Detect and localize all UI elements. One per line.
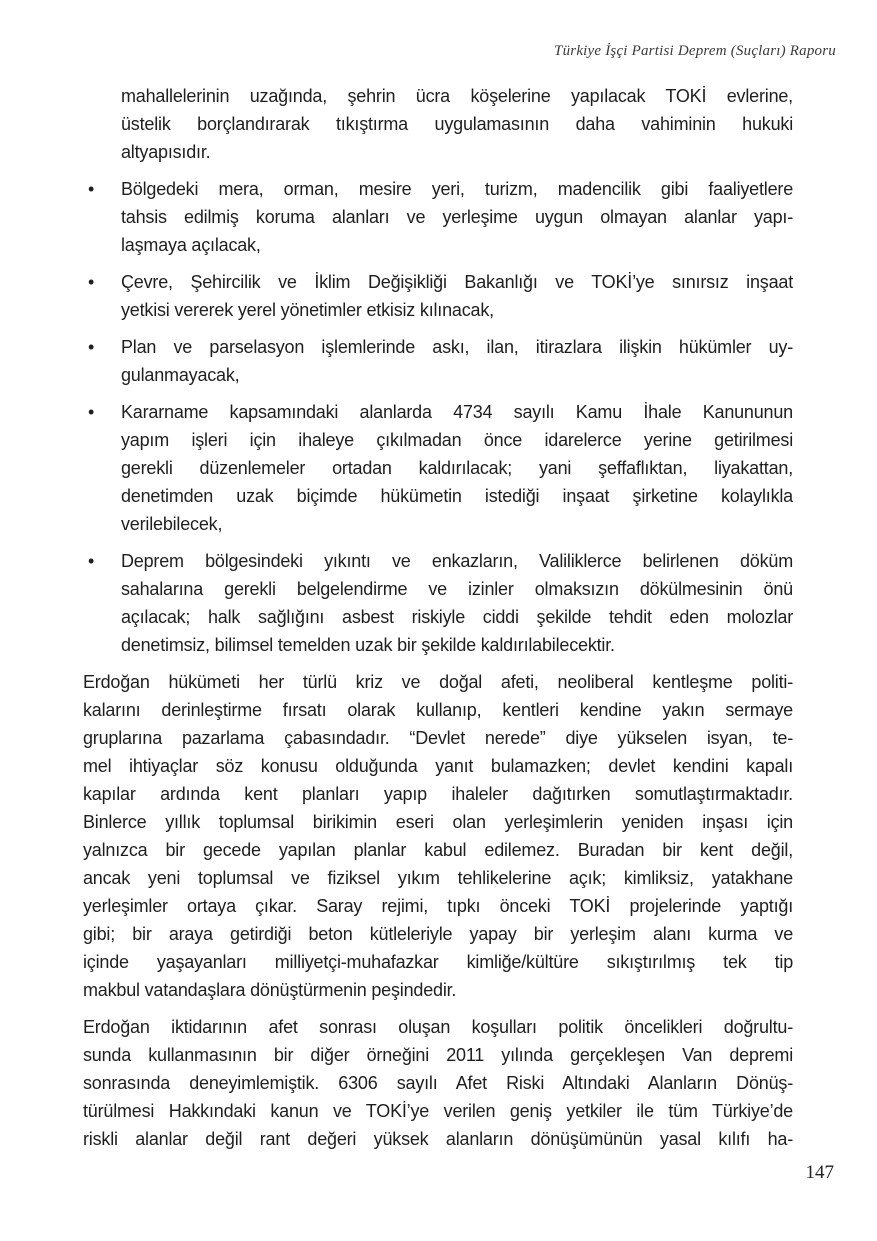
text-line: sahalarına gerekli belgelendirme ve izinler olmaksızın dökülmesinin önü: [121, 579, 793, 599]
text-line: açılacak; halk sağlığını asbest riskiyle ciddi şekilde tehdit eden molozlar: [121, 607, 793, 627]
text-line: laşmaya açılacak,: [121, 235, 261, 255]
text-line: kalarını derinleştirme fırsatı olarak kullanıp, kentleri kendine yakın sermaye: [83, 700, 793, 720]
paragraph: [83, 1013, 793, 1153]
text-line: türülmesi Hakkındaki kanun ve TOKİ’ye verilen geniş yetkiler ile tüm Türkiye’de: [83, 1101, 793, 1121]
text-line: mel ihtiyaçlar söz konusu olduğunda yanıt bulamazken; devlet kendini kapalı: [83, 756, 793, 776]
text-line: yalnızca bir gecede yapılan planlar kabul edilemez. Buradan bir kent değil,: [83, 840, 793, 860]
text-line: Binlerce yıllık toplumsal birikimin eseri olan yerleşimlerin yeniden inşası için: [83, 812, 793, 832]
text-line: kapılar ardında kent planları yapıp ihaleler dağıtırken somutlaştırmaktadır.: [83, 784, 793, 804]
text-line: gibi; bir araya getirdiği beton kütleleriyle yapay bir yerleşim alanı kurma ve: [83, 924, 793, 944]
text-line: makbul vatandaşlara dönüştürmenin peşindedir.: [83, 980, 457, 1000]
document-content: [83, 82, 793, 1162]
text-line: denetimden uzak biçimde hükümetin istediği inşaat şirketine kolaylıkla: [121, 486, 793, 506]
paragraph: [83, 82, 793, 166]
bullet-marker: •: [88, 402, 95, 422]
text-line: Erdoğan hükümeti her türlü kriz ve doğal afeti, neoliberal kentleşme politi-: [83, 672, 793, 692]
running-header: Türkiye İşçi Partisi Deprem (Suçları) Raporu: [554, 43, 836, 59]
text-line: sunda kullanmasının bir diğer örneğini 2011 yılında gerçekleşen Van depremi: [83, 1045, 793, 1065]
bullet-marker: •: [88, 179, 95, 199]
text-line: gruplarına pazarlama çabasındadır. “Devlet nerede” diye yükselen isyan, te-: [83, 728, 793, 748]
text-line: sonrasında deneyimlemiştik. 6306 sayılı Afet Riski Altındaki Alanların Dönüş-: [83, 1073, 793, 1093]
text-line: Deprem bölgesindeki yıkıntı ve enkazların, Valiliklerce belirlenen döküm: [121, 551, 793, 571]
bullet-marker: •: [88, 551, 95, 571]
text-line: Bölgedeki mera, orman, mesire yeri, turizm, madencilik gibi faaliyetlere: [121, 179, 793, 199]
text-line: üstelik borçlandırarak tıkıştırma uygulamasının daha vahiminin hukuki: [121, 114, 793, 134]
text-line: Kararname kapsamındaki alanlarda 4734 sayılı Kamu İhale Kanununun: [121, 402, 793, 422]
bullet-item: [83, 333, 793, 389]
text-line: ancak yeni toplumsal ve fiziksel yıkım tehlikelerine açık; kimliksiz, yatakhane: [83, 868, 793, 888]
bullet-marker: •: [88, 272, 95, 292]
bullet-marker: •: [88, 337, 95, 357]
text-line: verilebilecek,: [121, 514, 223, 534]
bullet-item: [83, 175, 793, 259]
text-line: tahsis edilmiş koruma alanları ve yerleşime uygun olmayan alanlar yapı-: [121, 207, 793, 227]
text-line: Erdoğan iktidarının afet sonrası oluşan koşulları politik öncelikleri doğrultu-: [83, 1017, 793, 1037]
text-line: denetimsiz, bilimsel temelden uzak bir şekilde kaldırılabilecektir.: [121, 635, 615, 655]
text-line: Plan ve parselasyon işlemlerinde askı, ilan, itirazlara ilişkin hükümler uy-: [121, 337, 793, 357]
bullet-item: [83, 268, 793, 324]
text-line: altyapısıdır.: [121, 142, 211, 162]
bullet-item: [83, 547, 793, 659]
text-line: riskli alanlar değil rant değeri yüksek alanların dönüşümünün yasal kılıfı ha-: [83, 1129, 793, 1149]
text-line: Çevre, Şehircilik ve İklim Değişikliği Bakanlığı ve TOKİ’ye sınırsız inşaat: [121, 272, 793, 292]
text-line: gulanmayacak,: [121, 365, 240, 385]
text-line: yetkisi vererek yerel yönetimler etkisiz kılınacak,: [121, 300, 494, 320]
page-number: 147: [805, 1162, 834, 1183]
text-line: yerleşimler ortaya çıkar. Saray rejimi, tıpkı önceki TOKİ projelerinde yaptığı: [83, 896, 793, 916]
bullet-item: [83, 398, 793, 538]
text-line: yapım işleri için ihaleye çıkılmadan önce idarelerce yerine getirilmesi: [121, 430, 793, 450]
paragraph: [83, 668, 793, 1004]
text-line: mahallelerinin uzağında, şehrin ücra köşelerine yapılacak TOKİ evlerine,: [121, 86, 793, 106]
text-line: gerekli düzenlemeler ortadan kaldırılacak; yani şeffaflıktan, liyakattan,: [121, 458, 793, 478]
text-line: içinde yaşayanları milliyetçi-muhafazkar kimliğe/kültüre sıkıştırılmış tek tip: [83, 952, 793, 972]
